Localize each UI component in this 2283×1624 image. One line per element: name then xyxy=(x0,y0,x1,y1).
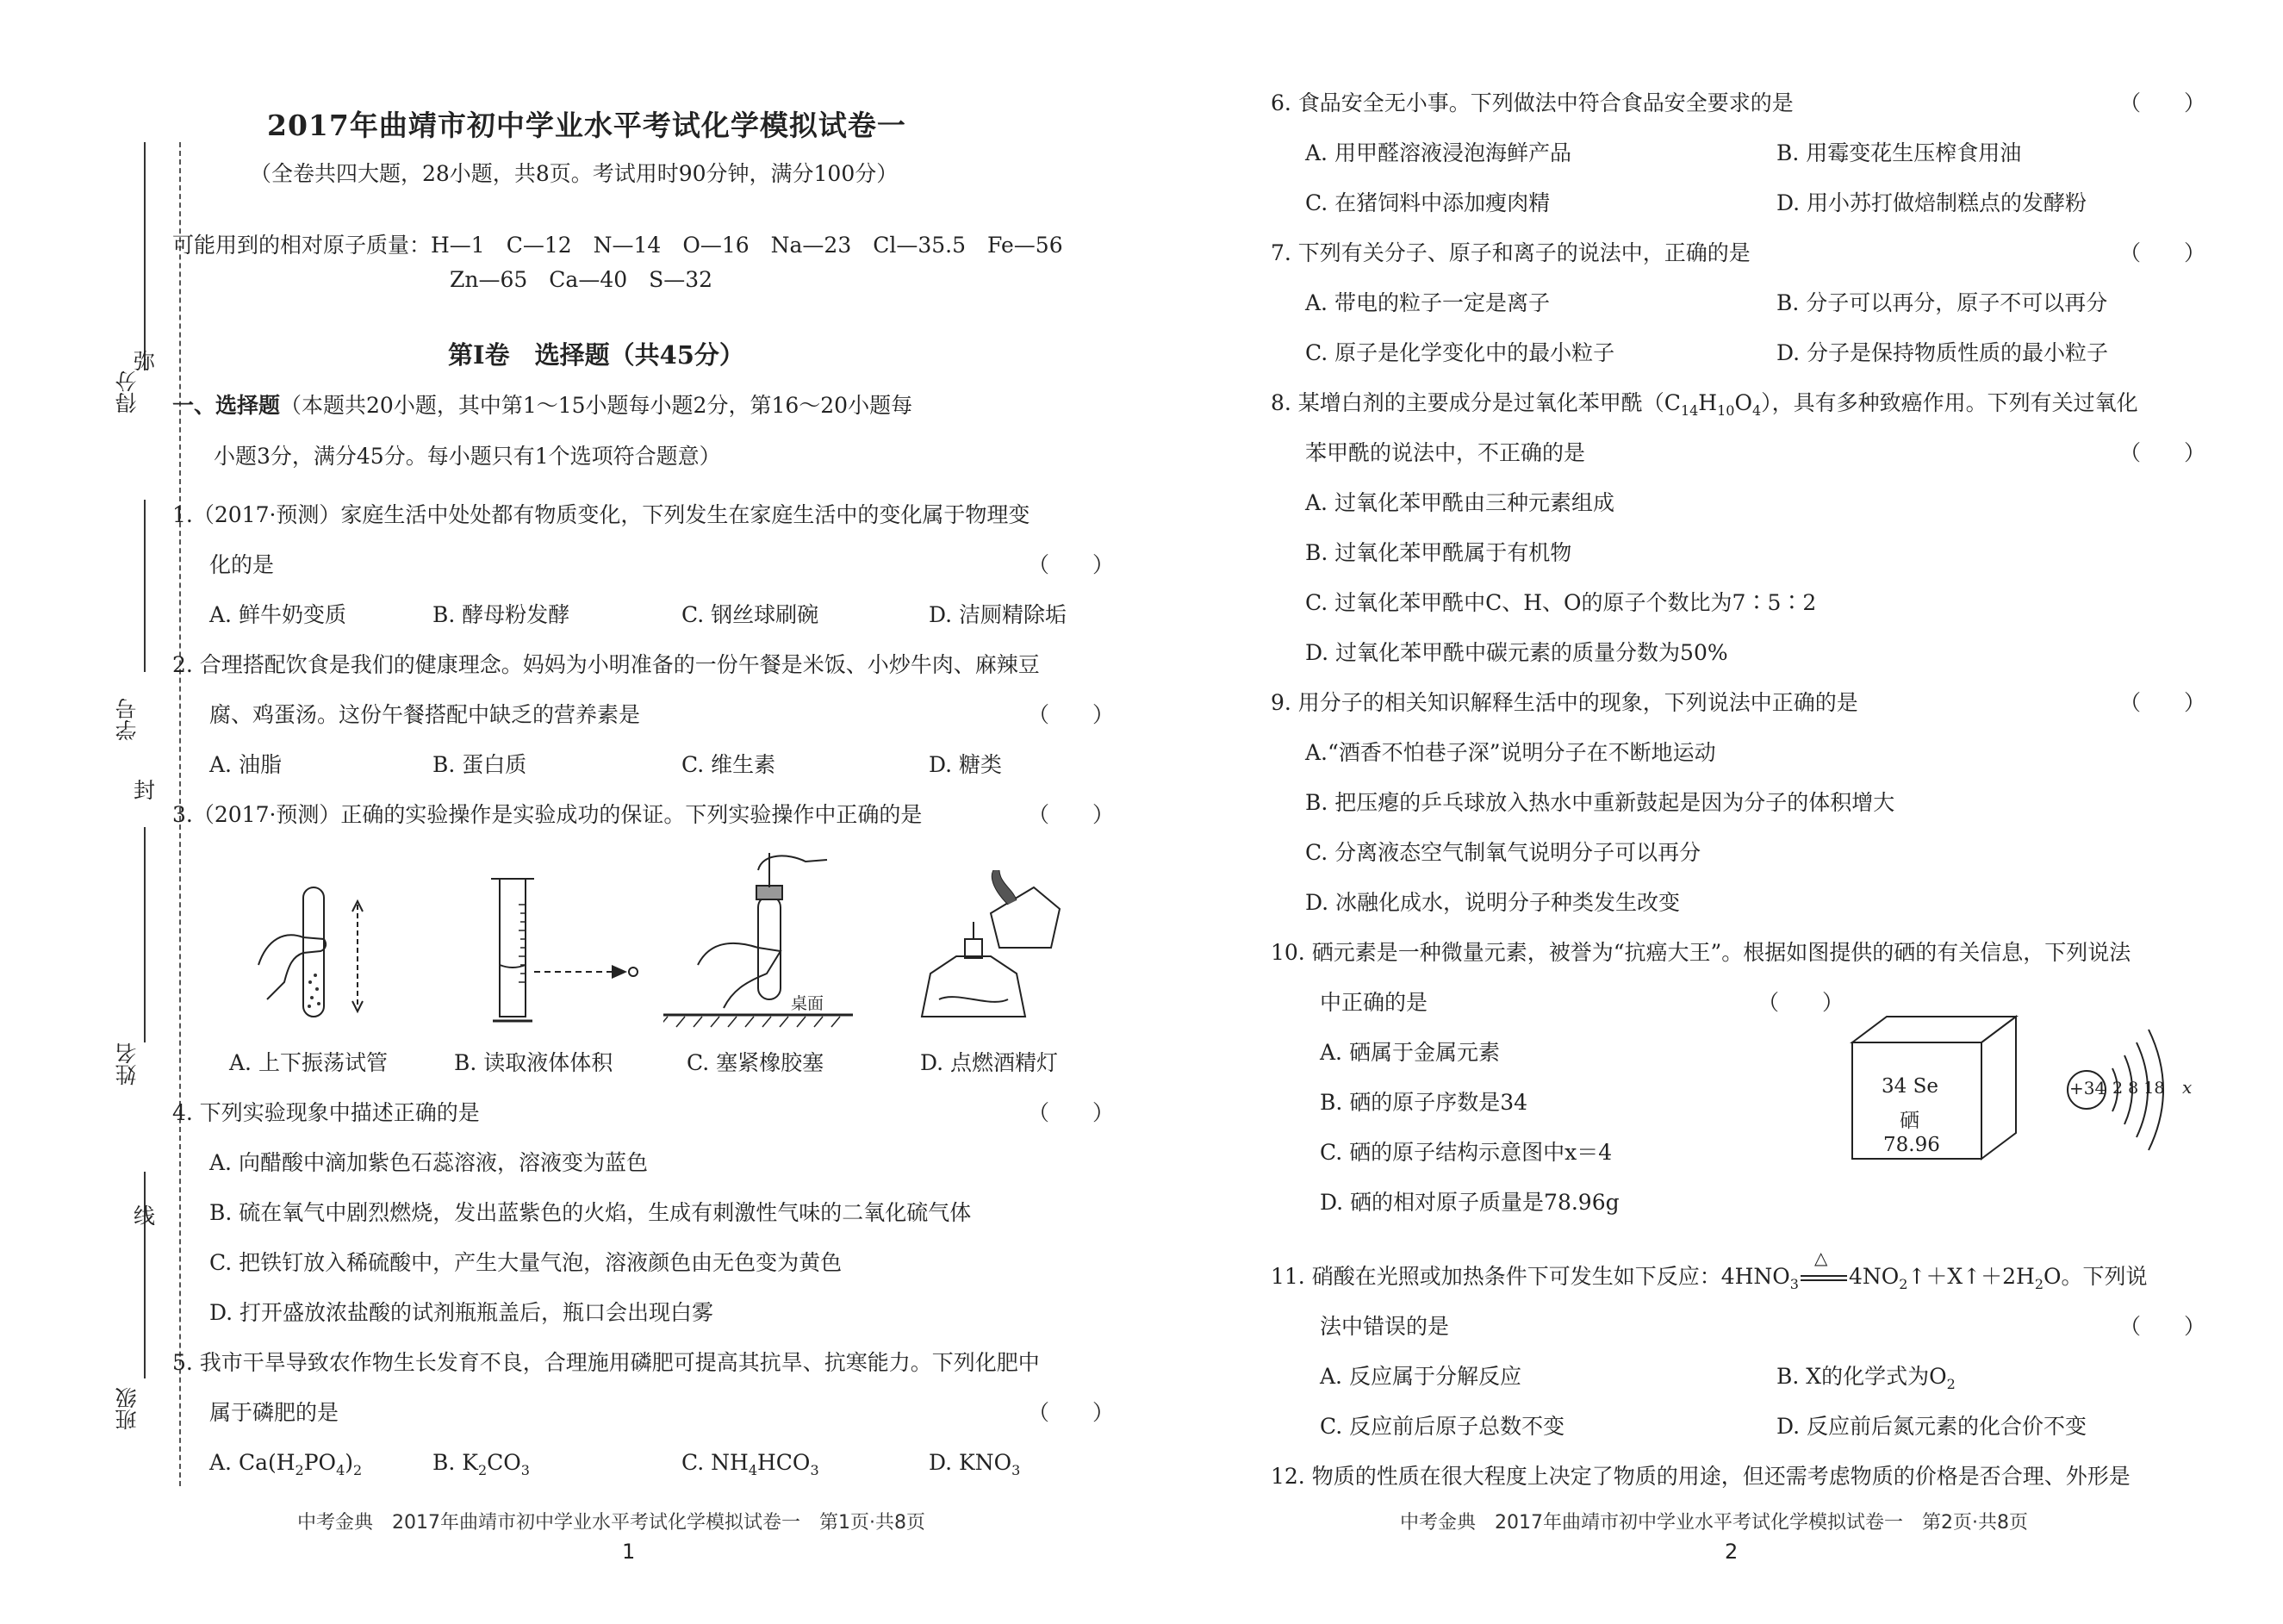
figure-shake-test-tube xyxy=(241,870,396,1025)
q6-answer-bracket[interactable]: （ ） xyxy=(2119,90,2206,115)
se-name: 硒 xyxy=(1900,1110,1919,1132)
q3-stem: 3.（2017·预测）正确的实验操作是实验成功的保证。下列实验操作中正确的是 xyxy=(172,802,923,827)
heat-condition-icon: △ xyxy=(1799,1262,1849,1291)
right-footer: 中考金典 2017年曲靖市初中学业水平考试化学模拟试卷一 第2页·共8页 xyxy=(1400,1512,2028,1534)
q10-stem-line2: 中正确的是 xyxy=(1320,990,1428,1015)
figure-insert-stopper xyxy=(663,844,853,1034)
q5-option-b[interactable]: B. $K_2CO_3$ xyxy=(432,1450,530,1478)
q8-answer-bracket[interactable]: （ ） xyxy=(2119,440,2206,465)
q11-option-b[interactable]: B. X的化学式为$O_2$ xyxy=(1776,1364,1956,1392)
exam-title: 2017年曲靖市初中学业水平考试化学模拟试卷一 xyxy=(267,109,906,142)
q11-stem-line2: 法中错误的是 xyxy=(1320,1314,1450,1339)
q6-stem: 6. 食品安全无小事。下列做法中符合食品安全要求的是 xyxy=(1271,90,1794,115)
q11-option-c[interactable]: C. 反应前后原子总数不变 xyxy=(1320,1414,1565,1439)
q11-option-d[interactable]: D. 反应前后氮元素的化合价不变 xyxy=(1776,1414,2087,1439)
q5-option-d[interactable]: D. $KNO_3$ xyxy=(929,1450,1021,1478)
section-desc-2: 小题3分，满分45分。每小题只有1个选项符合题意） xyxy=(214,444,721,469)
q1-option-c[interactable]: C. 钢丝球刷碗 xyxy=(681,602,819,627)
q2-answer-bracket[interactable]: （ ） xyxy=(1028,702,1115,727)
q6-option-d[interactable]: D. 用小苏打做焙制糕点的发酵粉 xyxy=(1776,190,2087,215)
q4-option-a[interactable]: A. 向醋酸中滴加紫色石蕊溶液，溶液变为蓝色 xyxy=(209,1150,648,1175)
q3-option-b[interactable]: B. 读取液体体积 xyxy=(454,1050,613,1075)
seal-char-feng: 封 xyxy=(134,778,156,803)
q4-option-b[interactable]: B. 硫在氧气中剧烈燃烧，发出蓝紫色的火焰，生成有刺激性气味的二氧化硫气体 xyxy=(209,1200,972,1225)
q6-option-a[interactable]: A. 用甲醛溶液浸泡海鲜产品 xyxy=(1305,140,1571,165)
atomic-mass-line2: Zn—65 Ca—40 S—32 xyxy=(450,267,713,292)
q9-answer-bracket[interactable]: （ ） xyxy=(2119,690,2206,715)
q3-option-d[interactable]: D. 点燃酒精灯 xyxy=(920,1050,1059,1075)
q11-option-a[interactable]: A. 反应属于分解反应 xyxy=(1320,1364,1521,1389)
q7-option-a[interactable]: A. 带电的粒子一定是离子 xyxy=(1305,290,1550,315)
se-outer-x: x xyxy=(2182,1077,2193,1098)
q9-stem: 9. 用分子的相关知识解释生活中的现象，下列说法中正确的是 xyxy=(1271,690,1858,715)
se-atomic-mass: 78.96 xyxy=(1883,1134,1940,1156)
q10-option-b[interactable]: B. 硒的原子序数是34 xyxy=(1320,1090,1528,1115)
score-label: 得分 xyxy=(115,370,140,414)
se-symbol-number: 34 Se xyxy=(1882,1075,1938,1098)
q9-option-a[interactable]: A.“酒香不怕巷子深”说明分子在不断地运动 xyxy=(1305,740,1716,765)
q9-option-d[interactable]: D. 冰融化成水，说明分子种类发生改变 xyxy=(1305,890,1681,915)
q10-stem-line1: 10. 硒元素是一种微量元素，被誉为“抗癌大王”。根据如图提供的硒的有关信息，下列说法 xyxy=(1271,940,2131,965)
q3-option-a[interactable]: A. 上下振荡试管 xyxy=(229,1050,388,1075)
q3-option-c[interactable]: C. 塞紧橡胶塞 xyxy=(687,1050,824,1075)
q9-option-b[interactable]: B. 把压瘪的乒乓球放入热水中重新鼓起是因为分子的体积增大 xyxy=(1305,790,1895,815)
q4-option-c[interactable]: C. 把铁钉放入稀硫酸中，产生大量气泡，溶液颜色由无色变为黄色 xyxy=(209,1250,843,1275)
se-nucleus-charge: +34 xyxy=(2069,1078,2106,1098)
q11-stem-line1: 11. 硝酸在光照或加热条件下可发生如下反应：$4HNO_3$ △ $4NO_2↑+X↑+2H_2O$。下列说 xyxy=(1271,1248,2148,1292)
q8-option-a[interactable]: A. 过氧化苯甲酰由三种元素组成 xyxy=(1305,490,1614,515)
q2-stem-line1: 2. 合理搭配饮食是我们的健康理念。妈妈为小明准备的一份午餐是米饭、小炒牛肉、麻辣豆 xyxy=(172,652,1040,677)
q6-option-b[interactable]: B. 用霉变花生压榨食用油 xyxy=(1776,140,2022,165)
margin-line xyxy=(144,500,146,672)
q10-option-d[interactable]: D. 硒的相对原子质量是78.96g xyxy=(1320,1190,1620,1215)
section-heading: 一、选择题（本题共20小题，其中第1～15小题每小题2分，第16～20小题每 xyxy=(172,393,913,418)
seal-char-xian: 线 xyxy=(134,1204,156,1229)
q8-option-b[interactable]: B. 过氧化苯甲酰属于有机物 xyxy=(1305,540,1572,565)
q11-answer-bracket[interactable]: （ ） xyxy=(2119,1314,2206,1339)
figure-graduated-cylinder xyxy=(482,870,655,1025)
q1-stem-line1: 1.（2017·预测）家庭生活中处处都有物质变化，下列发生在家庭生活中的变化属于物理变 xyxy=(172,502,1030,527)
atomic-mass-line1: 可能用到的相对原子质量：H—1 C—12 N—14 O—16 Na—23 Cl—35.5 Fe—56 xyxy=(172,233,1063,258)
student-id-label: 学号 xyxy=(115,698,140,741)
q12-stem-line1: 12. 物质的性质在很大程度上决定了物质的用途，但还需考虑物质的价格是否合理、外形是 xyxy=(1271,1464,2131,1489)
q10-option-a[interactable]: A. 硒属于金属元素 xyxy=(1320,1040,1500,1065)
q8-stem-line2: 苯甲酰的说法中，不正确的是 xyxy=(1305,440,1586,465)
q9-option-c[interactable]: C. 分离液态空气制氧气说明分子可以再分 xyxy=(1305,840,1701,865)
q4-answer-bracket[interactable]: （ ） xyxy=(1028,1100,1115,1125)
left-page-number: 1 xyxy=(622,1540,636,1564)
q5-option-c[interactable]: C. $NH_4HCO_3$ xyxy=(681,1450,819,1478)
q8-option-d[interactable]: D. 过氧化苯甲酰中碳元素的质量分数为50% xyxy=(1305,640,1728,665)
q1-answer-bracket[interactable]: （ ） xyxy=(1028,552,1115,577)
q5-answer-bracket[interactable]: （ ） xyxy=(1028,1400,1115,1425)
class-label: 班级 xyxy=(115,1387,140,1430)
q4-stem: 4. 下列实验现象中描述正确的是 xyxy=(172,1100,480,1125)
q7-option-c[interactable]: C. 原子是化学变化中的最小粒子 xyxy=(1305,340,1615,365)
q7-option-b[interactable]: B. 分子可以再分，原子不可以再分 xyxy=(1776,290,2108,315)
se-electron-shells: 2 8 18 xyxy=(2112,1079,2165,1098)
margin-line xyxy=(144,142,146,370)
q2-option-d[interactable]: D. 糖类 xyxy=(929,752,1003,777)
q7-answer-bracket[interactable]: （ ） xyxy=(2119,240,2206,265)
q10-option-c[interactable]: C. 硒的原子结构示意图中x＝4 xyxy=(1320,1140,1613,1165)
q1-option-d[interactable]: D. 洁厕精除垢 xyxy=(929,602,1067,627)
q5-stem-line2: 属于磷肥的是 xyxy=(209,1400,339,1425)
name-label: 姓名 xyxy=(115,1042,140,1086)
left-footer: 中考金典 2017年曲靖市初中学业水平考试化学模拟试卷一 第1页·共8页 xyxy=(297,1512,925,1534)
exam-subtitle: （全卷共四大题，28小题，共8页。考试用时90分钟，满分100分） xyxy=(250,161,899,186)
q6-option-c[interactable]: C. 在猪饲料中添加瘦肉精 xyxy=(1305,190,1551,215)
right-page-number: 2 xyxy=(1725,1540,1739,1564)
q1-option-b[interactable]: B. 酵母粉发酵 xyxy=(432,602,570,627)
q1-option-a[interactable]: A. 鲜牛奶变质 xyxy=(209,602,346,627)
figure-alcohol-lamp xyxy=(905,870,1077,1034)
q7-stem: 7. 下列有关分子、原子和离子的说法中，正确的是 xyxy=(1271,240,1751,265)
q5-option-a[interactable]: A. $Ca(H_2PO_4)_2$ xyxy=(209,1450,363,1478)
q10-answer-bracket[interactable]: （ ） xyxy=(1757,990,1844,1015)
seal-char-mi: 弥 xyxy=(134,349,156,374)
q2-stem-line2: 腐、鸡蛋汤。这份午餐搭配中缺乏的营养素是 xyxy=(209,702,641,727)
q5-stem-line1: 5. 我市干旱导致农作物生长发育不良，合理施用磷肥可提高其抗旱、抗寒能力。下列化肥中 xyxy=(172,1350,1040,1375)
q3-answer-bracket[interactable]: （ ） xyxy=(1028,802,1115,827)
q8-option-c[interactable]: C. 过氧化苯甲酰中C、H、O的原子个数比为7∶5∶2 xyxy=(1305,590,1817,615)
q2-option-b[interactable]: B. 蛋白质 xyxy=(432,752,527,777)
margin-line xyxy=(144,827,146,1042)
q4-option-d[interactable]: D. 打开盛放浓盐酸的试剂瓶瓶盖后，瓶口会出现白雾 xyxy=(209,1300,714,1325)
q2-option-c[interactable]: C. 维生素 xyxy=(681,752,776,777)
q1-stem-line2: 化的是 xyxy=(209,552,275,577)
desk-label: 桌面 xyxy=(791,994,824,1013)
part-title: 第Ⅰ卷 选择题（共45分） xyxy=(448,340,744,370)
q7-option-d[interactable]: D. 分子是保持物质性质的最小粒子 xyxy=(1776,340,2109,365)
q2-option-a[interactable]: A. 油脂 xyxy=(209,752,282,777)
q8-stem-line1: 8. 某增白剂的主要成分是过氧化苯甲酰$(C_{14}H_{10}O_4)$，具有多种致癌作用。下列有关过氧化 xyxy=(1271,390,2138,419)
